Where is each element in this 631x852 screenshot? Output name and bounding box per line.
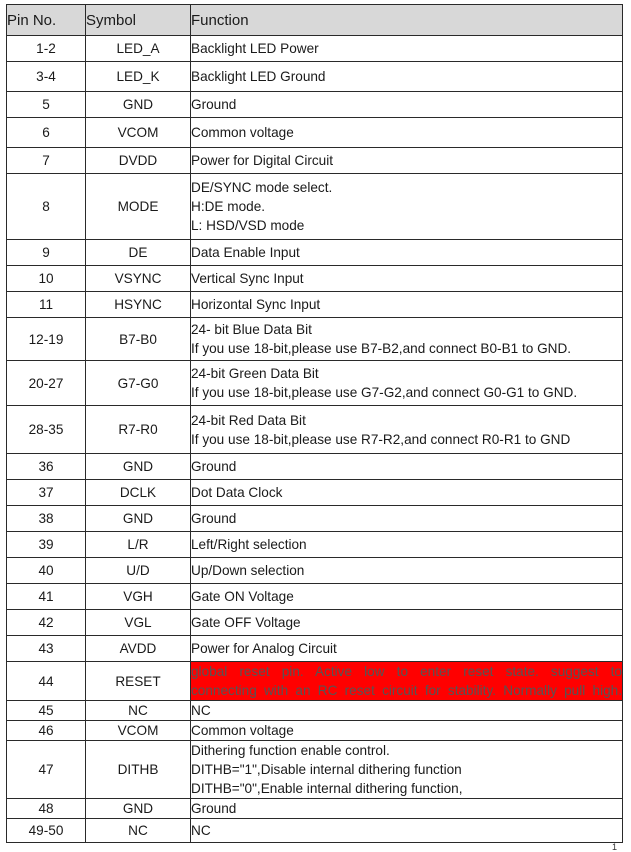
function-line: Power for Analog Circuit	[191, 641, 337, 656]
function-cell	[191, 406, 623, 454]
pin-number-cell: 48	[7, 799, 86, 819]
table-row	[7, 92, 623, 118]
function-line: Up/Down selection	[191, 563, 305, 578]
function-cell	[191, 266, 623, 292]
function-cell	[191, 506, 623, 532]
pin-number-cell: 12-19	[7, 318, 86, 361]
function-line: Ground	[191, 801, 237, 816]
function-cell	[191, 584, 623, 610]
symbol-cell: VGH	[86, 584, 191, 610]
pin-definition-table	[6, 4, 623, 843]
table-row	[7, 454, 623, 480]
symbol-cell: DE	[86, 240, 191, 266]
highlighted-function-line: connecting with an RC reset circuit for stability. Normally pull high.	[191, 683, 622, 698]
pin-number-cell: 43	[7, 636, 86, 662]
function-line: 24-bit Green Data Bit	[191, 366, 319, 381]
symbol-cell: HSYNC	[86, 292, 191, 318]
table-row	[7, 318, 623, 361]
function-line: Power for Digital Circuit	[191, 153, 334, 168]
function-line: Gate OFF Voltage	[191, 615, 301, 630]
function-line: If you use 18-bit,please use R7-R2,and connect R0-R1 to GND	[191, 431, 571, 447]
table-row	[7, 799, 623, 819]
symbol-cell: DITHB	[86, 741, 191, 799]
pin-number-cell: 41	[7, 584, 86, 610]
function-cell	[191, 118, 623, 148]
header-symbol: Symbol	[86, 5, 191, 36]
function-cell	[191, 701, 623, 721]
function-cell	[191, 799, 623, 819]
pin-number-cell: 44	[7, 662, 86, 701]
table-row	[7, 532, 623, 558]
function-line: Common voltage	[191, 125, 294, 140]
table-row	[7, 819, 623, 843]
function-line: DE/SYNC mode select.	[191, 180, 333, 195]
pin-number-cell: 7	[7, 148, 86, 174]
pin-number-cell: 28-35	[7, 406, 86, 454]
symbol-cell: MODE	[86, 174, 191, 240]
symbol-cell: GND	[86, 92, 191, 118]
pin-number-cell: 37	[7, 480, 86, 506]
pin-number-cell: 40	[7, 558, 86, 584]
function-line: DITHB="1",Disable internal dithering function	[191, 762, 462, 777]
table-row	[7, 662, 623, 701]
table-row	[7, 36, 623, 62]
pin-number-cell: 49-50	[7, 819, 86, 843]
table-row	[7, 558, 623, 584]
function-line: If you use 18-bit,please use B7-B2,and connect B0-B1 to GND.	[191, 341, 572, 356]
function-cell	[191, 62, 623, 92]
table-row	[7, 406, 623, 454]
pin-number-cell: 5	[7, 92, 86, 118]
table-row	[7, 62, 623, 92]
pin-number-cell: 39	[7, 532, 86, 558]
function-line: NC	[191, 703, 211, 718]
pin-number-cell: 20-27	[7, 361, 86, 406]
function-line: NC	[191, 823, 211, 838]
pin-number-cell: 38	[7, 506, 86, 532]
pin-number-cell: 11	[7, 292, 86, 318]
function-cell	[191, 819, 623, 843]
symbol-cell: L/R	[86, 532, 191, 558]
symbol-cell: NC	[86, 701, 191, 721]
function-cell	[191, 148, 623, 174]
highlighted-function-line: global reset pin. Active low to enter reset state. suggest to	[191, 664, 622, 679]
function-line: H:DE mode.	[191, 199, 266, 214]
function-cell	[191, 36, 623, 62]
function-cell	[191, 532, 623, 558]
pin-number-cell: 46	[7, 721, 86, 741]
function-line: 24-bit Red Data Bit	[191, 412, 306, 428]
function-cell	[191, 610, 623, 636]
table-row	[7, 292, 623, 318]
function-cell	[191, 721, 623, 741]
pin-number-cell: 8	[7, 174, 86, 240]
table-row	[7, 741, 623, 799]
function-line: L: HSD/VSD mode	[191, 218, 305, 233]
table-row	[7, 480, 623, 506]
function-line: Horizontal Sync Input	[191, 297, 321, 312]
symbol-cell: B7-B0	[86, 318, 191, 361]
pin-number-cell: 36	[7, 454, 86, 480]
function-cell	[191, 318, 623, 361]
pin-number-cell: 3-4	[7, 62, 86, 92]
function-cell	[191, 174, 623, 240]
symbol-cell: G7-G0	[86, 361, 191, 406]
table-row	[7, 240, 623, 266]
table-row	[7, 636, 623, 662]
function-line: Vertical Sync Input	[191, 271, 304, 286]
function-line: Gate ON Voltage	[191, 589, 294, 604]
function-line: Ground	[191, 97, 237, 112]
symbol-cell: RESET	[86, 662, 191, 701]
table-row	[7, 506, 623, 532]
function-line: Backlight LED Power	[191, 41, 319, 56]
table-row	[7, 361, 623, 406]
pin-number-cell: 47	[7, 741, 86, 799]
table-row	[7, 174, 623, 240]
function-cell	[191, 361, 623, 406]
symbol-cell: GND	[86, 799, 191, 819]
table-body	[7, 36, 623, 843]
function-cell	[191, 292, 623, 318]
symbol-cell: DVDD	[86, 148, 191, 174]
pin-number-cell: 9	[7, 240, 86, 266]
symbol-cell: VGL	[86, 610, 191, 636]
function-cell	[191, 92, 623, 118]
symbol-cell: R7-R0	[86, 406, 191, 454]
function-line: Ground	[191, 511, 237, 526]
table-row	[7, 721, 623, 741]
symbol-cell: U/D	[86, 558, 191, 584]
pin-number-cell: 10	[7, 266, 86, 292]
function-cell	[191, 558, 623, 584]
function-line: DITHB="0",Enable internal dithering function,	[191, 781, 463, 796]
function-line: If you use 18-bit,please use G7-G2,and connect G0-G1 to GND.	[191, 385, 578, 400]
pin-number-cell: 1-2	[7, 36, 86, 62]
symbol-cell: LED_A	[86, 36, 191, 62]
symbol-cell: DCLK	[86, 480, 191, 506]
pin-number-cell: 45	[7, 701, 86, 721]
symbol-cell: GND	[86, 506, 191, 532]
symbol-cell: NC	[86, 819, 191, 843]
function-line: Backlight LED Ground	[191, 69, 326, 84]
function-line: Dithering function enable control.	[191, 743, 390, 758]
function-cell	[191, 480, 623, 506]
function-line: Left/Right selection	[191, 537, 307, 552]
symbol-cell: VCOM	[86, 721, 191, 741]
symbol-cell: VSYNC	[86, 266, 191, 292]
symbol-cell: LED_K	[86, 62, 191, 92]
header-function: Function	[191, 5, 623, 36]
function-cell	[191, 240, 623, 266]
page-number: 1	[611, 842, 617, 852]
pin-number-cell: 42	[7, 610, 86, 636]
symbol-cell: VCOM	[86, 118, 191, 148]
symbol-cell: GND	[86, 454, 191, 480]
table-row	[7, 584, 623, 610]
table-row	[7, 148, 623, 174]
pin-number-cell: 6	[7, 118, 86, 148]
table-row	[7, 118, 623, 148]
function-line: 24- bit Blue Data Bit	[191, 322, 312, 337]
table-header-row	[7, 5, 623, 36]
function-cell	[191, 636, 623, 662]
function-line: Common voltage	[191, 723, 294, 738]
table-row	[7, 266, 623, 292]
header-pin-no: Pin No.	[7, 5, 86, 36]
function-cell	[191, 741, 623, 799]
function-line: Dot Data Clock	[191, 485, 283, 500]
table-row	[7, 701, 623, 721]
function-line: Data Enable Input	[191, 245, 300, 260]
function-line: Ground	[191, 459, 237, 474]
function-cell	[191, 662, 623, 701]
function-cell	[191, 454, 623, 480]
symbol-cell: AVDD	[86, 636, 191, 662]
table-row	[7, 610, 623, 636]
